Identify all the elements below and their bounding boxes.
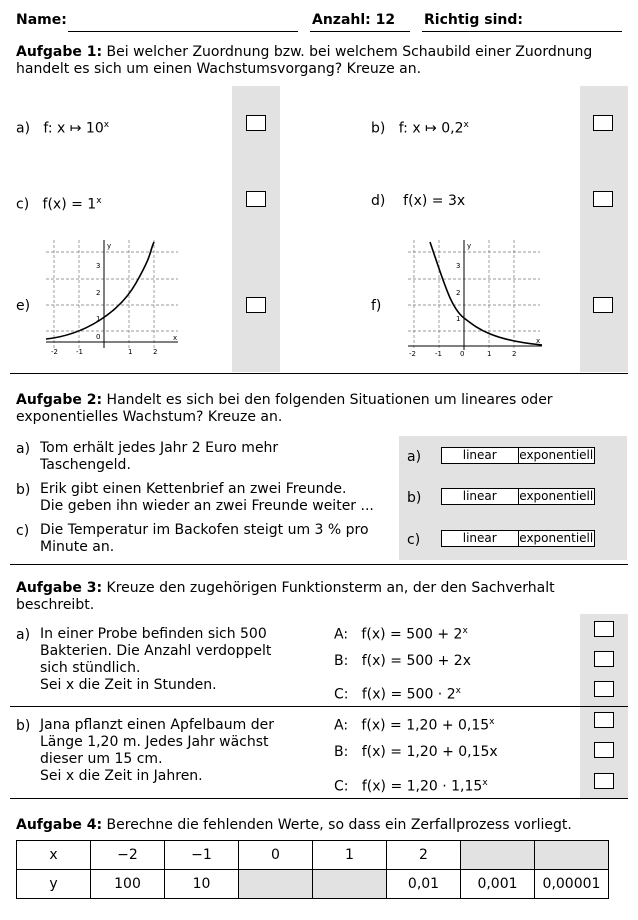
x-tick: 1	[487, 350, 492, 358]
table-cell-blank[interactable]	[313, 870, 387, 899]
aufgabe4-title: Aufgabe 4:	[16, 817, 103, 833]
aufgabe1-item-c	[16, 192, 102, 214]
answer-label-b: b)	[407, 490, 422, 506]
y-tick: 1	[456, 315, 461, 323]
richtig-input-line[interactable]	[422, 31, 622, 32]
aufgabe1-text: Bei welcher Zuordnung bzw. bei welchem Schaubild einer Zuordnung handelt es sich um einen Wachstumsvorgang? Kreuze an.	[16, 44, 593, 77]
text-line: Die geben ihn wieder an zwei Freunde weiter ...	[40, 498, 374, 514]
table-cell: y	[17, 870, 91, 899]
checkbox-d[interactable]	[593, 191, 613, 207]
name-input-line[interactable]	[68, 31, 298, 32]
choice-pill-a	[441, 447, 595, 464]
checkbox-a[interactable]	[246, 115, 266, 131]
name-label: Name:	[16, 12, 67, 28]
item-expr: f: x ↦ 0,2	[398, 120, 464, 137]
section-divider	[10, 373, 628, 374]
checkbox-b[interactable]	[593, 115, 613, 131]
aufgabe3-text-a	[40, 626, 290, 694]
table-cell: 0	[239, 841, 313, 870]
aufgabe2-text-c: Die Temperatur im Backofen steigt um 3 % pro Minute an.	[40, 522, 369, 555]
table-cell-blank[interactable]	[239, 870, 313, 899]
table-cell-blank[interactable]	[461, 841, 535, 870]
aufgabe2-text-b	[40, 481, 400, 515]
x-axis-label: x	[536, 337, 541, 345]
aufgabe2-text-a: Tom erhält jedes Jahr 2 Euro mehr Taschengeld.	[40, 440, 279, 473]
option-b-A	[334, 713, 495, 735]
y-tick: 3	[96, 262, 101, 270]
aufgabe4-text: Berechne die fehlenden Werte, so dass ein Zerfallprozess vorliegt.	[106, 817, 572, 833]
anzahl-label: Anzahl: 12	[312, 12, 396, 28]
option-expr: f(x) = 500 · 2	[361, 686, 456, 703]
richtig-label: Richtig sind:	[424, 12, 523, 28]
item-label: d)	[371, 193, 386, 209]
y-tick: 2	[96, 289, 101, 297]
x-tick: 0	[96, 333, 101, 341]
aufgabe2-label-b: b)	[16, 482, 31, 498]
y-tick: 3	[456, 262, 461, 270]
checkbox-f[interactable]	[593, 297, 613, 313]
graph-f	[406, 238, 546, 360]
option-exponent: x	[489, 717, 495, 727]
aufgabe4-prompt	[16, 817, 626, 834]
item-expr: f(x) = 3x	[403, 193, 466, 209]
aufgabe2-text: Handelt es sich bei den folgenden Situationen um lineares oder exponentielles Wachstum? Kreuze an.	[16, 392, 553, 425]
table-cell: 10	[165, 870, 239, 899]
x-tick: 1	[128, 348, 133, 356]
table-cell: 0,01	[387, 870, 461, 899]
anzahl-underline	[310, 31, 410, 32]
item-label: c)	[16, 196, 30, 213]
aufgabe2-title: Aufgabe 2:	[16, 392, 103, 408]
table-cell: x	[17, 841, 91, 870]
aufgabe1-item-f: f)	[371, 298, 382, 314]
option-letter: C:	[334, 778, 349, 795]
table-row-y	[17, 870, 609, 899]
x-tick: 2	[153, 348, 158, 356]
table-cell: 0,00001	[535, 870, 609, 899]
table-row-x	[17, 841, 609, 870]
scenario-text: Jana pflanzt einen Apfelbaum der Länge 1,20 m. Jedes Jahr wächst dieser um 15 cm.	[40, 717, 274, 767]
option-exponent: x	[462, 626, 468, 636]
checkbox-3b-C[interactable]	[594, 773, 614, 789]
table-cell: 1	[313, 841, 387, 870]
option-letter: C:	[334, 686, 349, 703]
option-b-C	[334, 774, 488, 796]
item-label: b)	[371, 120, 386, 137]
option-expr: f(x) = 1,20 + 0,15	[361, 717, 490, 734]
checkbox-3a-B[interactable]	[594, 651, 614, 667]
choice-pill-b	[441, 488, 595, 505]
option-expr: f(x) = 1,20 · 1,15	[361, 778, 483, 795]
text-line: Erik gibt einen Kettenbrief an zwei Freunde.	[40, 481, 347, 497]
table-cell: 100	[91, 870, 165, 899]
value-table	[16, 840, 609, 899]
scenario-note: Sei x die Zeit in Stunden.	[40, 677, 217, 693]
choice-pill-c	[441, 530, 595, 547]
item-expr: f(x) = 1	[42, 196, 97, 213]
checkbox-e[interactable]	[246, 297, 266, 313]
answer-label-c: c)	[407, 532, 421, 548]
item-exponent: x	[463, 120, 469, 130]
scenario-text: In einer Probe befinden sich 500 Bakterien. Die Anzahl verdoppelt sich stündlich.	[40, 626, 272, 676]
y-tick: 1	[96, 315, 101, 323]
option-a-C	[334, 682, 461, 704]
option-letter: B:	[334, 744, 349, 760]
scenario-note: Sei x die Zeit in Jahren.	[40, 768, 203, 784]
option-expr: f(x) = 500 + 2	[361, 626, 463, 643]
decay-curve	[430, 242, 542, 345]
option-exponentiell[interactable]: exponentiell	[519, 448, 594, 462]
aufgabe2-prompt	[16, 392, 616, 426]
table-cell: 0,001	[461, 870, 535, 899]
x-tick: -2	[51, 348, 58, 356]
checkbox-3a-A[interactable]	[594, 621, 614, 637]
table-cell-blank[interactable]	[535, 841, 609, 870]
aufgabe1-item-d	[371, 192, 465, 210]
y-tick: 2	[456, 289, 461, 297]
x-tick: -1	[76, 348, 83, 356]
answer-label-a: a)	[407, 449, 422, 465]
subsection-divider	[10, 706, 628, 707]
aufgabe3-prompt	[16, 580, 616, 614]
aufgabe3-text-b	[40, 717, 300, 785]
aufgabe2-label-c: c)	[16, 523, 30, 539]
item-expr: f: x ↦ 10	[43, 120, 104, 137]
aufgabe1-prompt	[16, 44, 626, 78]
aufgabe3-label-b: b)	[16, 718, 31, 734]
x-tick: -2	[409, 350, 416, 358]
option-a-A	[334, 622, 468, 644]
x-tick: 2	[512, 350, 517, 358]
option-exponent: x	[455, 686, 461, 696]
option-linear[interactable]: linear	[462, 448, 497, 462]
section-divider	[10, 798, 628, 799]
x-axis-label: x	[173, 334, 178, 342]
checkbox-3b-B[interactable]	[594, 742, 614, 758]
option-a-B	[334, 652, 471, 670]
option-linear[interactable]: linear	[462, 531, 497, 545]
checkbox-3a-C[interactable]	[594, 681, 614, 697]
aufgabe1-title: Aufgabe 1:	[16, 44, 103, 60]
option-letter: A:	[334, 717, 349, 734]
option-exponent: x	[482, 778, 488, 788]
table-cell: 2	[387, 841, 461, 870]
aufgabe1-item-e: e)	[16, 298, 31, 314]
option-expr: f(x) = 500 + 2x	[361, 653, 472, 669]
option-b-B	[334, 743, 498, 761]
option-expr: f(x) = 1,20 + 0,15x	[361, 744, 498, 760]
section-divider	[10, 564, 628, 565]
y-axis-label: y	[107, 242, 112, 250]
checkbox-3b-A[interactable]	[594, 712, 614, 728]
x-tick: 0	[460, 350, 465, 358]
aufgabe2-label-a: a)	[16, 441, 31, 457]
table-cell: −2	[91, 841, 165, 870]
aufgabe3-title: Aufgabe 3:	[16, 580, 103, 596]
y-axis-label: y	[467, 242, 472, 250]
aufgabe1-item-b	[371, 116, 469, 138]
option-linear[interactable]: linear	[462, 489, 497, 503]
aufgabe3-label-a: a)	[16, 627, 31, 643]
aufgabe1-item-a	[16, 116, 109, 138]
option-exponentiell[interactable]: exponentiell	[519, 531, 594, 545]
option-exponentiell[interactable]: exponentiell	[519, 489, 594, 503]
option-letter: A:	[334, 626, 349, 643]
item-exponent: x	[103, 120, 110, 130]
aufgabe3-text: Kreuze den zugehörigen Funktionsterm an, der den Sachverhalt beschreibt.	[16, 580, 555, 613]
item-exponent: x	[96, 196, 102, 206]
table-cell: −1	[165, 841, 239, 870]
checkbox-c[interactable]	[246, 191, 266, 207]
item-label: a)	[16, 120, 31, 137]
graph-e	[44, 238, 184, 360]
option-letter: B:	[334, 653, 349, 669]
x-tick: -1	[435, 350, 442, 358]
